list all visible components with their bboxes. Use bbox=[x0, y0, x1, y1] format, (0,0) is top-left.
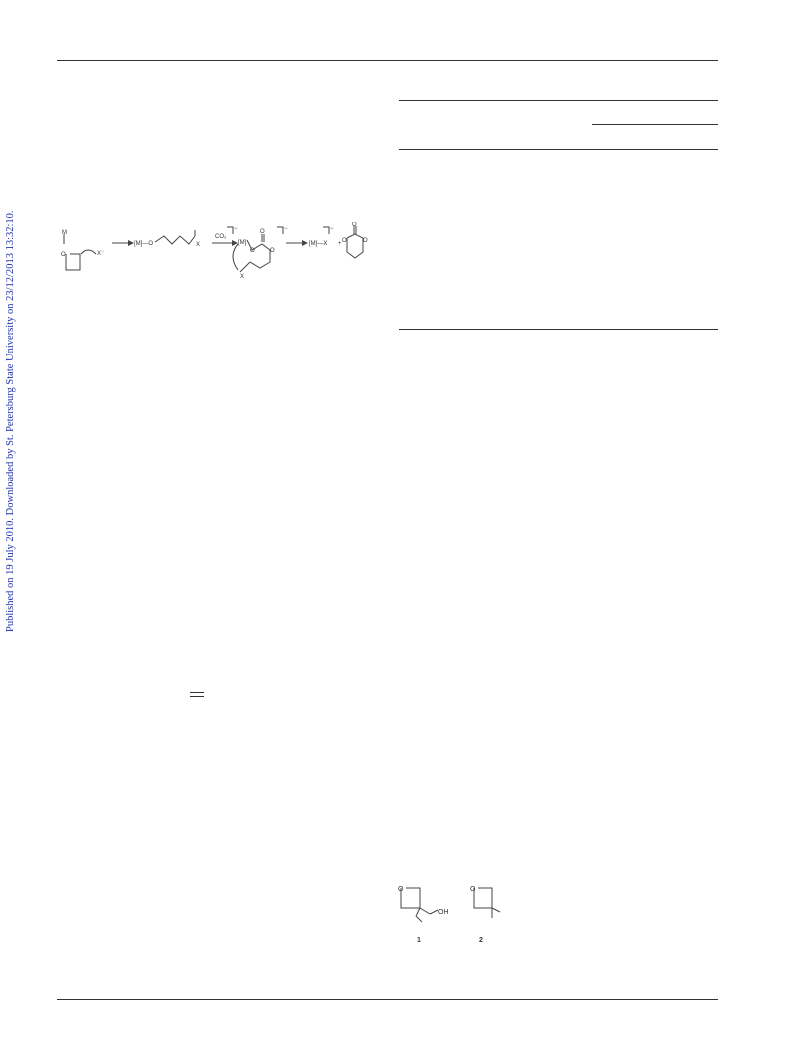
compound-2-oxygen: O bbox=[470, 886, 476, 893]
table-bottom-rule bbox=[399, 329, 718, 330]
compound-1-oxygen: O bbox=[398, 886, 404, 893]
compound-1-hydroxyl: OH bbox=[438, 909, 449, 916]
scheme-intermediate-2-o1: O bbox=[250, 248, 255, 254]
equals-sign bbox=[190, 692, 204, 700]
scheme-nucleophile: X⁻ bbox=[97, 251, 105, 257]
scheme-charge-1: − bbox=[234, 226, 238, 232]
scheme-intermediate-2-metal: [M] bbox=[238, 240, 247, 246]
scheme-charge-2: − bbox=[284, 226, 288, 232]
scheme-plus: + bbox=[338, 241, 342, 247]
scheme-intermediate-1: [M]—O bbox=[134, 241, 153, 247]
table-group-rule bbox=[592, 124, 718, 125]
scheme-product-ring-o1: O bbox=[342, 238, 347, 244]
footer-rule bbox=[57, 999, 718, 1000]
compound-1-label: 1 bbox=[417, 937, 421, 944]
compound-structures bbox=[392, 882, 512, 948]
scheme-charge-3: − bbox=[330, 226, 334, 232]
scheme-co2-label: CO₂ bbox=[215, 234, 227, 240]
scheme-product-carbonyl: O bbox=[352, 222, 357, 228]
download-watermark: Published on 19 July 2010. Downloaded by St. Petersburg State University on 23/12/2013 13:32:10. bbox=[5, 210, 16, 632]
scheme-product-complex: [M]—X bbox=[309, 241, 328, 247]
compound-2-label: 2 bbox=[479, 937, 483, 944]
scheme-intermediate-2-o2: O bbox=[270, 248, 275, 254]
table-top-rule bbox=[399, 100, 718, 101]
scheme-intermediate-2-x: X bbox=[240, 274, 245, 280]
table-header-rule bbox=[399, 149, 718, 150]
reaction-scheme bbox=[52, 222, 372, 286]
scheme-metal-label: M bbox=[62, 230, 67, 236]
scheme-ring-oxygen: O bbox=[61, 252, 66, 258]
scheme-product-ring-o2: O bbox=[363, 238, 368, 244]
scheme-intermediate-2-carbonyl: O bbox=[260, 229, 265, 235]
scheme-intermediate-1-x: X bbox=[196, 242, 201, 248]
header-rule bbox=[57, 60, 718, 61]
